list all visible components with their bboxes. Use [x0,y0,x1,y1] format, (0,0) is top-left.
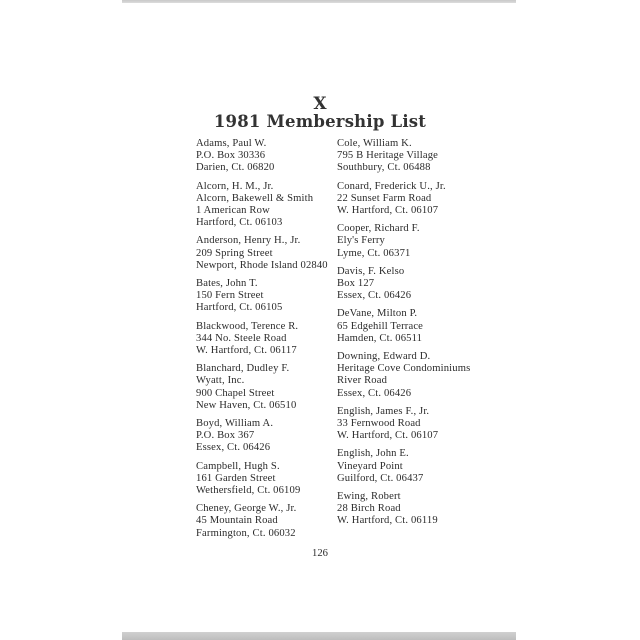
chapter-heading: X [313,94,327,114]
member-entry [337,308,487,345]
member-entry [196,138,336,175]
member-entry [337,138,487,175]
member-city: New Haven, Ct. 06510 [196,399,297,411]
member-address: 150 Fern Street [196,290,264,302]
member-address: 161 Garden Street [196,472,276,484]
member-entry [337,491,487,528]
page-edge-bottom [122,632,516,640]
membership-column-left [196,138,336,546]
member-company: Wyatt, Inc. [196,375,245,387]
member-name: English, John E. [337,448,409,460]
member-city: Hamden, Ct. 06511 [337,332,423,344]
member-entry [196,235,336,272]
member-city: W. Hartford, Ct. 06107 [337,430,439,442]
member-city: Farmington, Ct. 06032 [196,527,296,539]
member-address: Ely's Ferry [337,235,385,247]
member-address: River Road [337,375,388,387]
member-name: Cole, William K. [337,138,412,149]
member-entry [196,461,336,498]
member-entry [196,418,336,455]
member-name: Davis, F. Kelso [337,265,405,277]
member-city: Guilford, Ct. 06437 [337,472,424,484]
member-address: 795 B Heritage Village [337,150,439,162]
member-address: 28 Birch Road [337,503,401,515]
page-number: 126 [312,548,328,559]
member-name: Alcorn, H. M., Jr. [196,180,274,192]
member-address: P.O. Box 367 [196,430,255,442]
member-address: 209 Spring Street [196,247,273,259]
member-entry [337,223,487,260]
member-name: Boyd, William A. [196,418,274,430]
member-city: W. Hartford, Ct. 06117 [196,345,297,357]
member-name: Blackwood, Terence R. [196,320,299,332]
member-entry [196,181,336,230]
member-city: Darien, Ct. 06820 [196,162,275,174]
member-address: P.O. Box 30336 [196,150,266,162]
member-company: Alcorn, Bakewell & Smith [196,192,314,204]
member-entry [337,181,487,218]
member-address: 900 Chapel Street [196,387,275,399]
member-name: Conard, Frederick U., Jr. [337,180,446,192]
member-entry [337,406,487,443]
member-address: Box 127 [337,278,375,290]
member-address: 1 American Row [196,205,270,217]
member-city: Essex, Ct. 06426 [337,290,412,302]
member-address: Vineyard Point [337,460,403,472]
member-entry [337,266,487,303]
member-entry [196,503,336,540]
member-address: 344 No. Steele Road [196,332,287,344]
member-company: Heritage Cove Condominiums [337,363,471,375]
member-city: Lyme, Ct. 06371 [337,247,411,259]
member-city: Newport, Rhode Island 02840 [196,259,328,271]
member-name: Anderson, Henry H., Jr. [196,235,301,247]
member-name: Ewing, Robert [337,491,401,503]
member-name: Downing, Edward D. [337,351,431,363]
member-name: English, James F., Jr. [337,405,430,417]
member-name: Blanchard, Dudley F. [196,363,290,375]
member-entry [196,363,336,412]
page-title: 1981 Membership List [213,112,427,131]
member-city: W. Hartford, Ct. 06107 [337,205,439,217]
member-entry [196,321,336,358]
page-edge-top [122,0,516,3]
member-city: W. Hartford, Ct. 06119 [337,515,438,527]
member-address: 65 Edgehill Terrace [337,320,424,332]
member-city: Essex, Ct. 06426 [196,442,271,454]
member-address: 45 Mountain Road [196,515,278,527]
member-city: Hartford, Ct. 06105 [196,302,283,314]
member-address: 33 Fernwood Road [337,418,421,430]
member-address: 22 Sunset Farm Road [337,192,432,204]
member-city: Hartford, Ct. 06103 [196,217,283,229]
member-name: Adams, Paul W. [196,138,267,149]
member-name: Campbell, Hugh S. [196,460,280,472]
member-name: Bates, John T. [196,278,258,290]
member-entry [337,351,487,400]
member-entry [337,448,487,485]
member-name: Cooper, Richard F. [337,223,420,235]
member-entry [196,278,336,315]
member-name: DeVane, Milton P. [337,308,418,320]
member-city: Southbury, Ct. 06488 [337,162,431,174]
member-name: Cheney, George W., Jr. [196,503,297,515]
membership-column-right [337,138,487,534]
member-city: Wethersfield, Ct. 06109 [196,485,301,497]
member-city: Essex, Ct. 06426 [337,387,412,399]
